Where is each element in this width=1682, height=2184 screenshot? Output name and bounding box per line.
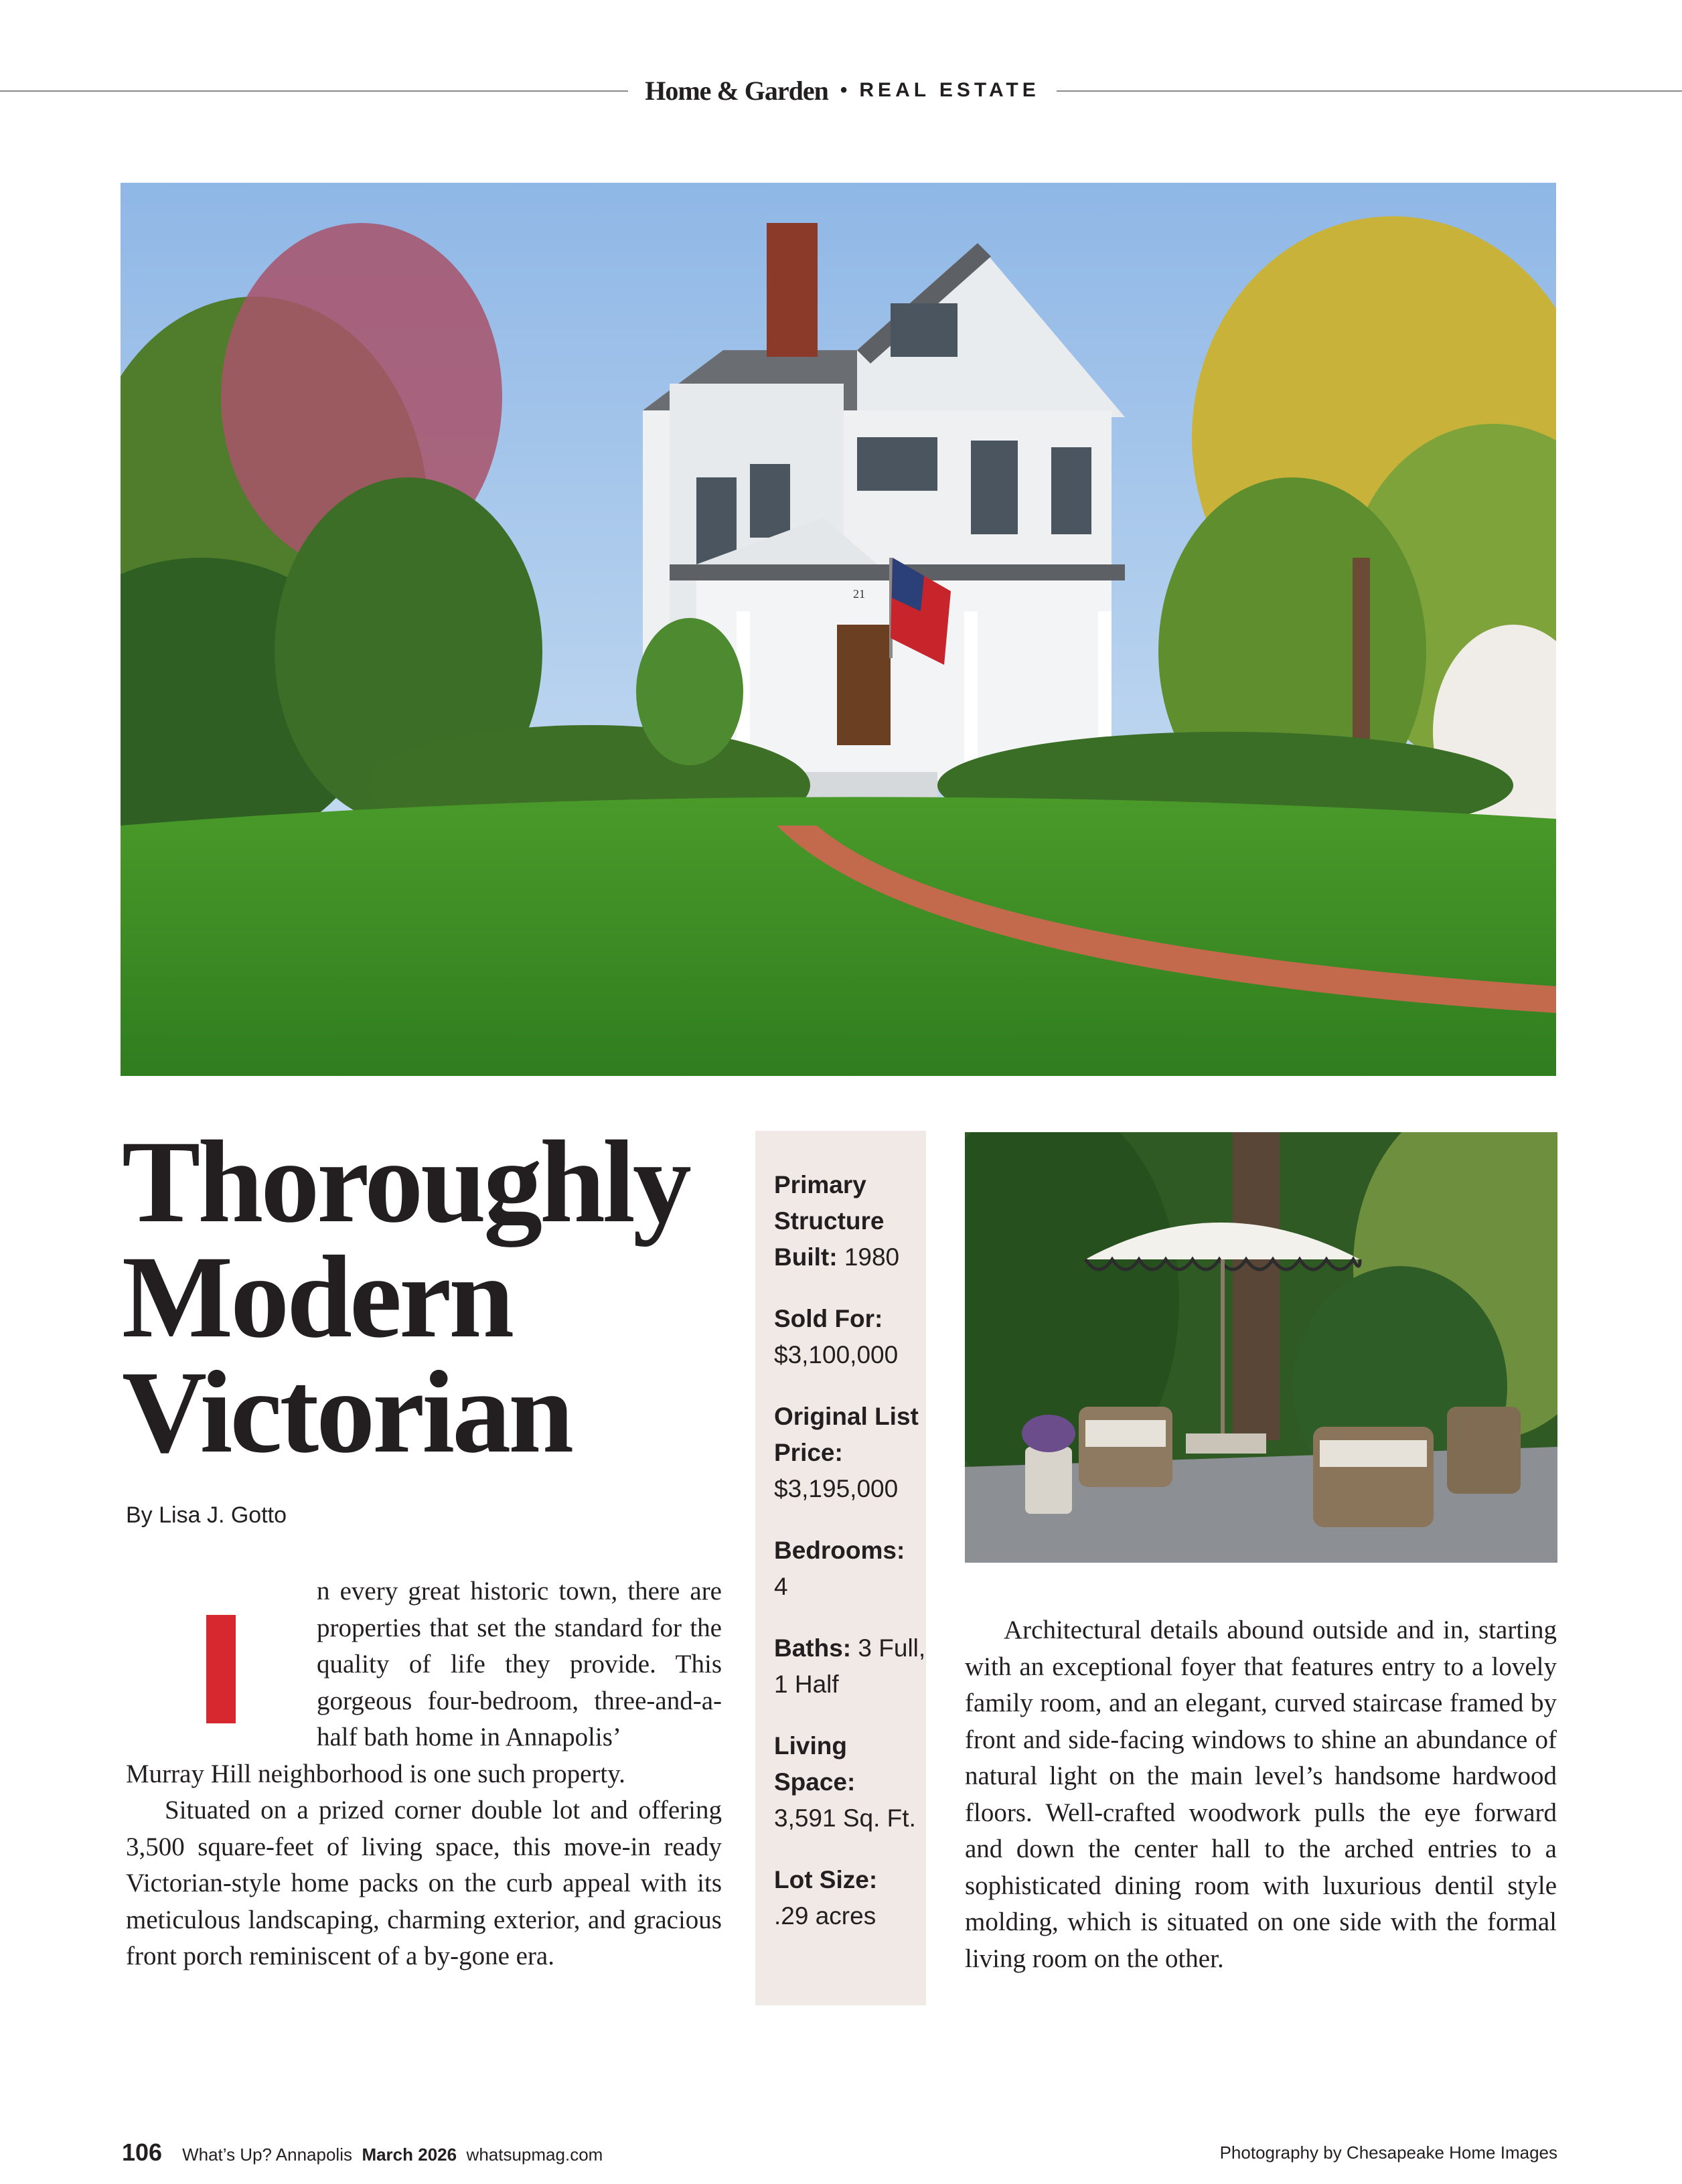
fact-label: Primary Structure Built: xyxy=(774,1171,885,1271)
article-title xyxy=(122,1117,724,1478)
byline: By Lisa J. Gotto xyxy=(126,1502,287,1528)
photo-credit: Photography by Chesapeake Home Images xyxy=(1219,2142,1557,2163)
fact-label: Bedrooms: xyxy=(774,1537,905,1564)
fact-label: Living Space: xyxy=(774,1732,856,1796)
header-separator: • xyxy=(840,79,848,101)
title-line: Modern xyxy=(122,1232,512,1362)
fact-label: Lot Size: xyxy=(774,1866,878,1893)
property-facts-sidebar xyxy=(755,1131,926,2005)
title-line: Victorian xyxy=(122,1347,572,1478)
fact-label: Original List Price: xyxy=(774,1403,919,1466)
header-rule-right xyxy=(1057,90,1682,92)
page-footer xyxy=(122,2138,603,2167)
house-number: 21 xyxy=(853,587,865,601)
lead-paragraph-end: Murray Hill neighborhood is one such property. xyxy=(126,1759,625,1788)
fact-list-price xyxy=(774,1399,926,1507)
hero-photo-house xyxy=(121,183,1556,1076)
fact-value: $3,195,000 xyxy=(774,1475,899,1502)
fact-label: Baths: xyxy=(774,1634,852,1662)
dropcap xyxy=(126,1573,205,1686)
lead-paragraph: n every great historic town, there are properties that set the standard for the quality of life they provide. This gorgeous four-bedroom, three-and-a-half bath home in Annapolis’ xyxy=(317,1577,722,1751)
page-header xyxy=(629,67,1055,114)
paragraph: Situated on a prized corner double lot and offering 3,500 square-feet of living space, this move-in ready Victorian-style home packs on the curb appeal with its meticulous landscaping, charming exterior, and gracious front porch reminiscent of a by-gone era. xyxy=(126,1796,722,1970)
page-number: 106 xyxy=(122,2138,163,2166)
paragraph: Architectural details abound outside and in, starting with an exceptional foyer that features entry to a lovely family room, and an elegant, curved staircase framed by front and side-facing windows to shine an abundance of natural light on the main level’s handsome hardwood floors. Well-crafted woodwork pulls the eye forward and down the center hall to the arched entries to a sophisticated dining room with luxurious dentil style molding, which is situated on one side with the formal living room on the other. xyxy=(965,1616,1557,1973)
fact-value: .29 acres xyxy=(774,1902,876,1930)
fact-baths xyxy=(774,1630,926,1703)
fact-value: 1980 xyxy=(844,1243,900,1271)
subsection-title: REAL ESTATE xyxy=(859,79,1040,101)
fact-label: Sold For: xyxy=(774,1305,883,1332)
issue-date: March 2026 xyxy=(362,2144,457,2165)
publication-name: What’s Up? Annapolis March 2026 whatsupmag.com xyxy=(182,2144,603,2165)
website: whatsupmag.com xyxy=(466,2144,603,2165)
fact-value: $3,100,000 xyxy=(774,1341,899,1369)
fact-sold-for xyxy=(774,1301,926,1373)
dropcap-letter xyxy=(206,1615,236,1723)
article-column-1 xyxy=(126,1573,722,1975)
fact-lot-size xyxy=(774,1862,926,1934)
fact-living-space xyxy=(774,1728,926,1837)
fact-built xyxy=(774,1167,926,1275)
header-rule-left xyxy=(0,90,628,92)
fact-value: 3 Full, 1 Half xyxy=(774,1634,926,1698)
article-column-3 xyxy=(965,1612,1557,1977)
patio-photo xyxy=(965,1132,1557,1563)
fact-value: 4 xyxy=(774,1573,788,1600)
title-line: Thoroughly xyxy=(122,1117,689,1247)
section-title: Home & Garden xyxy=(645,75,828,106)
fact-value: 3,591 Sq. Ft. xyxy=(774,1804,916,1832)
fact-bedrooms xyxy=(774,1533,926,1605)
